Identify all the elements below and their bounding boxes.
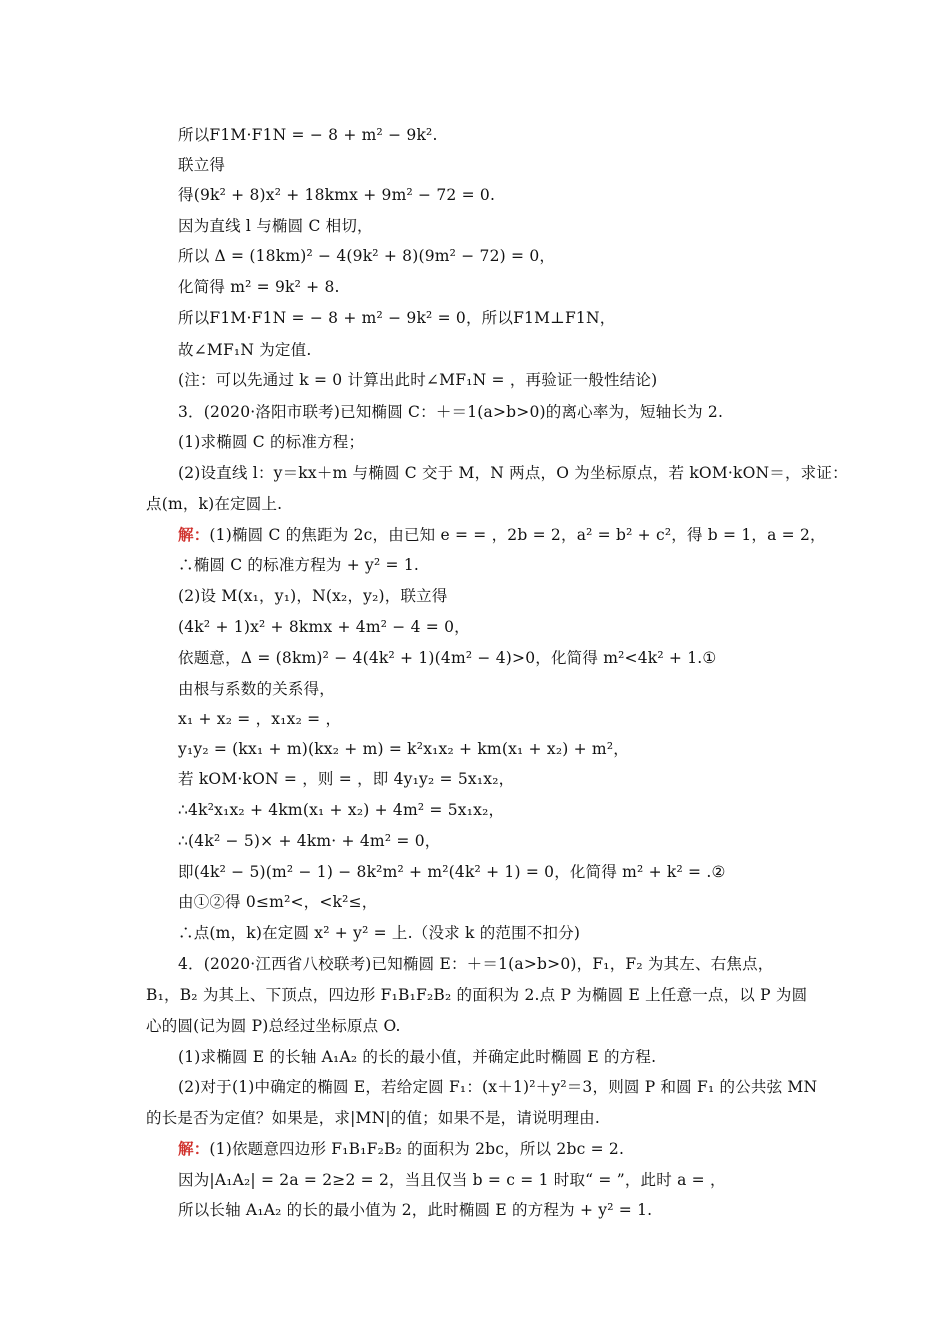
text-line: 的长是否为定值？如果是，求|MN|的值；如果不是，请说明理由. [146,1109,601,1127]
text-line: 点(m，k)在定圆上. [146,495,283,513]
text-line: ∴点(m，k)在定圆 x² + y² = 上.（没求 k 的范围不扣分) [178,924,581,942]
problem-4-title: 4．(2020·江西省八校联考)已知椭圆 E：＋＝1(a>b>0)，F₁，F₂ 为其左、右焦点， [178,955,774,973]
solution-text: (1)依题意四边形 F₁B₁F₂B₂ 的面积为 2bc，所以 2bc = 2. [209,1140,625,1158]
text-line: 由①②得 0≤m²<，<k²≤， [178,893,378,911]
solution-line [178,525,826,545]
text-line: B₁，B₂ 为其上、下顶点，四边形 F₁B₁F₂B₂ 的面积为 2.点 P 为椭圆 E 上任意一点，以 P 为圆 [146,986,808,1004]
text-line: 即(4k² − 5)(m² − 1) − 8k²m² + m²(4k² + 1) = 0，化简得 m² + k² = .② [178,863,726,881]
solution-label: 解： [178,525,210,544]
text-line: ∴椭圆 C 的标准方程为 + y² = 1. [178,556,420,574]
text-line: 由根与系数的关系得， [178,680,336,698]
text-line: 化简得 m² = 9k² + 8. [178,278,340,296]
text-line: (4k² + 1)x² + 8kmx + 4m² − 4 = 0， [178,618,470,636]
text-line: 联立得 [178,156,226,174]
solution-text: (1)椭圆 C 的焦距为 2c，由已知 e = = ，2b = 2，a² = b² + c²，得 b = 1，a = 2， [209,526,826,544]
text-line: ∴(4k² − 5)× + 4km· + 4m² = 0， [178,832,441,850]
text-line: (2)设直线 l：y＝kx＋m 与椭圆 C 交于 M，N 两点，O 为坐标原点，若 kOM·kON＝，求证： [178,464,848,482]
text-line: 得(9k² + 8)x² + 18kmx + 9m² − 72 = 0. [178,186,496,204]
text-line: 因为|A₁A₂| = 2a = 2≥2 = 2，当且仅当 b = c = 1 时取“ = ”，此时 a = ， [178,1171,726,1189]
text-line: 故∠MF₁N 为定值. [178,341,312,359]
text-line: 若 kOM·kON = ，则 = ，即 4y₁y₂ = 5x₁x₂， [178,770,515,788]
solution-line [178,1139,624,1159]
text-line: 所以 Δ = (18km)² − 4(9k² + 8)(9m² − 72) = 0， [178,247,556,265]
text-line: 依题意，Δ = (8km)² − 4(4k² + 1)(4m² − 4)>0，化简得 m²<4k² + 1.① [178,649,717,667]
text-line: 所以F1M·F1N = − 8 + m² − 9k² = 0，所以F1M⊥F1N， [178,309,616,327]
text-line: ∴4k²x₁x₂ + 4km(x₁ + x₂) + 4m² = 5x₁x₂， [178,801,505,819]
text-line: (1)求椭圆 E 的长轴 A₁A₂ 的长的最小值，并确定此时椭圆 E 的方程. [178,1048,657,1066]
text-line: (2)设 M(x₁，y₁)，N(x₂，y₂)，联立得 [178,587,448,605]
text-line: 所以F1M·F1N = − 8 + m² − 9k². [178,126,438,144]
text-line: (2)对于(1)中确定的椭圆 E，若给定圆 F₁：(x＋1)²＋y²＝3，则圆 P 和圆 F₁ 的公共弦 MN [178,1078,818,1096]
text-line: 因为直线 l 与椭圆 C 相切， [178,217,373,235]
text-line: 所以长轴 A₁A₂ 的长的最小值为 2，此时椭圆 E 的方程为 + y² = 1. [178,1201,653,1219]
problem-3-title: 3．(2020·洛阳市联考)已知椭圆 C：＋＝1(a>b>0)的离心率为，短轴长为 2. [178,403,724,421]
text-line: (注：可以先通过 k = 0 计算出此时∠MF₁N = ，再验证一般性结论) [178,371,658,389]
text-line: 心的圆(记为圆 P)总经过坐标原点 O. [146,1017,401,1035]
text-line: x₁ + x₂ = ，x₁x₂ = ， [178,710,342,728]
solution-label: 解： [178,1139,210,1158]
text-line: (1)求椭圆 C 的标准方程； [178,433,365,451]
text-line: y₁y₂ = (kx₁ + m)(kx₂ + m) = k²x₁x₂ + km(x₁ + x₂) + m²， [178,740,629,758]
